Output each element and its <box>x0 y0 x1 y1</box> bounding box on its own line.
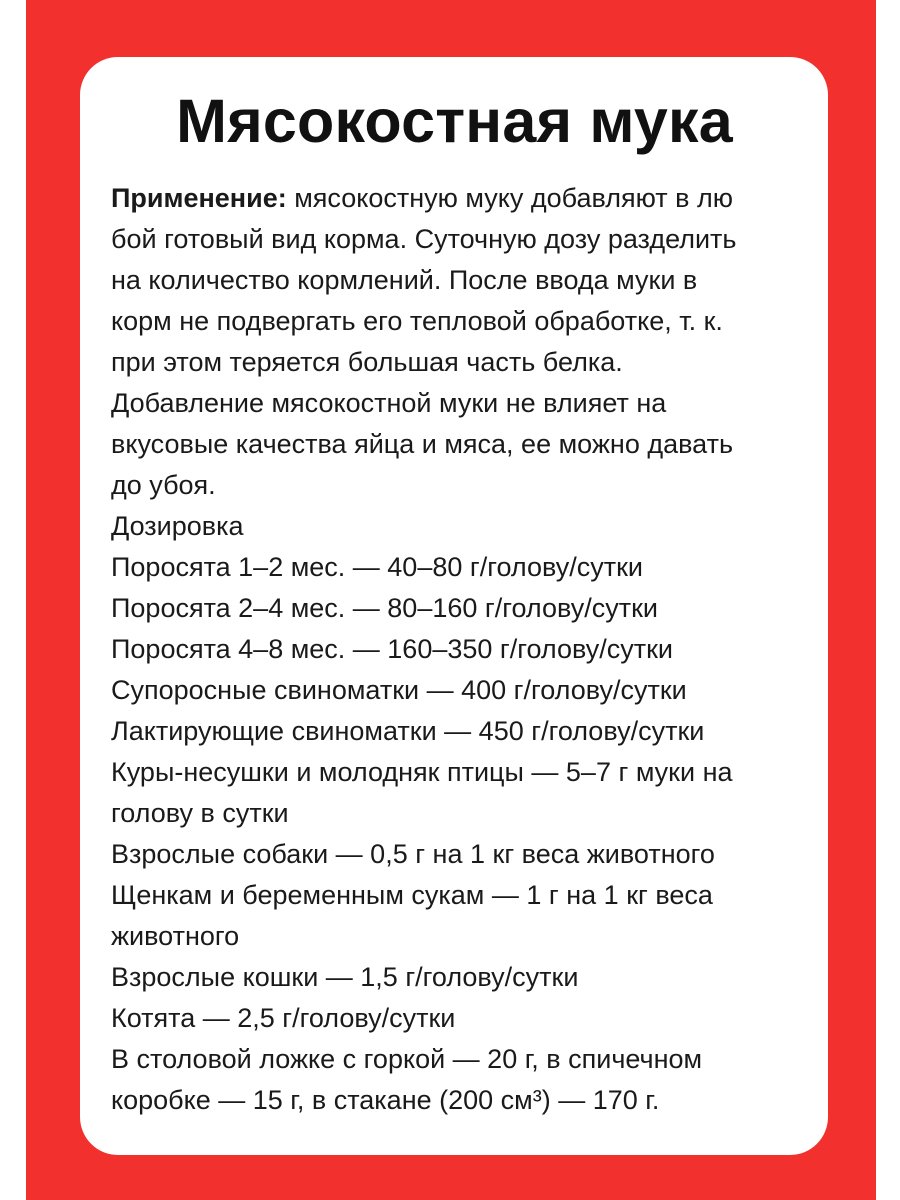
application-line: при этом теряется большая часть белка. <box>111 347 623 377</box>
application-line: на количество кормлений. После ввода муки в <box>111 265 698 295</box>
dosage-line: Поросята 4–8 мес. — 160–350 г/голову/сутки <box>111 634 674 664</box>
dosage-line: Котята — 2,5 г/голову/сутки <box>111 1003 456 1033</box>
dosage-line: коробке — 15 г, в стакане (200 см³) — 170 г. <box>111 1085 660 1115</box>
dosage-line: Взрослые собаки — 0,5 г на 1 кг веса животного <box>111 839 715 869</box>
application-line <box>111 178 798 219</box>
dosage-line: В столовой ложке с горкой — 20 г, в спичечном <box>111 1044 703 1074</box>
card-body <box>111 178 798 1121</box>
dosage-line: животного <box>111 921 240 951</box>
dosage-line: Щенкам и беременным сукам — 1 г на 1 кг веса <box>111 880 713 910</box>
dosage-line: Взрослые кошки — 1,5 г/голову/сутки <box>111 962 579 992</box>
dosage-line: голову в сутки <box>111 798 289 828</box>
dosage-line: Супоросные свиноматки — 400 г/голову/сутки <box>111 675 687 705</box>
dosage-line: Поросята 1–2 мес. — 40–80 г/голову/сутки <box>111 552 643 582</box>
dosage-line: Поросята 2–4 мес. — 80–160 г/голову/сутки <box>111 593 659 623</box>
application-line: Добавление мясокостной муки не влияет на <box>111 388 667 418</box>
dosage-heading: Дозировка <box>111 511 244 541</box>
application-label: Применение: <box>111 183 287 213</box>
application-line: вкусовые качества яйца и мяса, ее можно давать <box>111 429 734 459</box>
application-line: до убоя. <box>111 470 216 500</box>
application-text: мясокостную муку добавляют в лю <box>286 183 733 213</box>
application-line: корм не подвергать его тепловой обработке, т. к. <box>111 306 723 336</box>
application-line: бой готовый вид корма. Суточную дозу разделить <box>111 224 737 254</box>
info-card <box>80 57 828 1155</box>
dosage-line: Куры-несушки и молодняк птицы — 5–7 г муки на <box>111 757 733 787</box>
dosage-line: Лактирующие свиноматки — 450 г/голову/сутки <box>111 716 705 746</box>
page-title: Мясокостная мука <box>176 87 733 155</box>
